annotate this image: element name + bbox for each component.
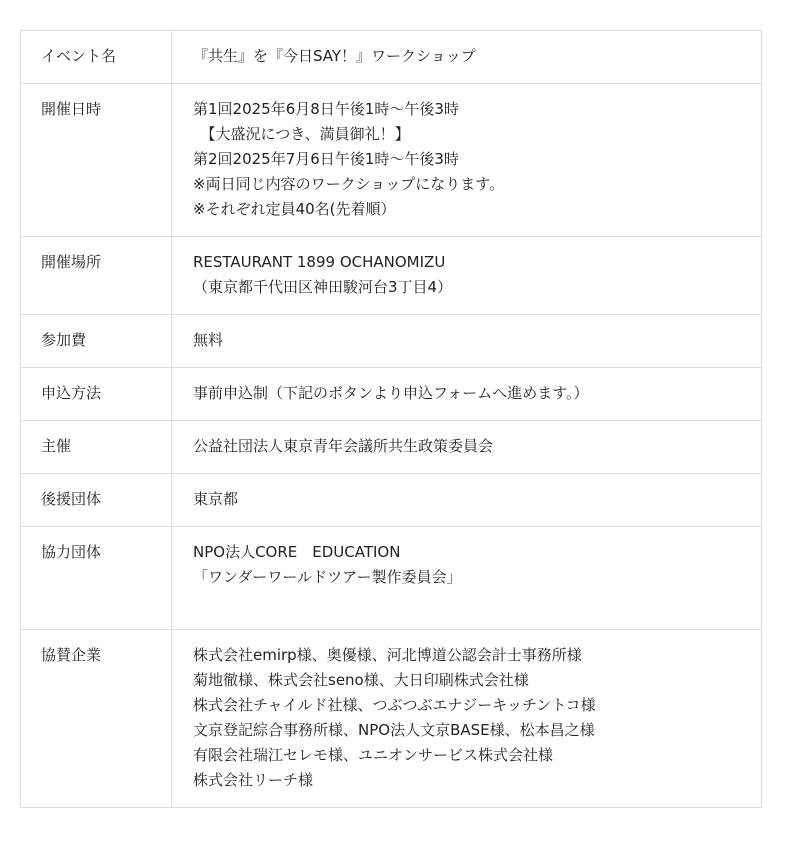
event-name-text: 『共生』を『今日SAY！』ワークショップ [193,47,476,65]
cooperator-line: NPO法人CORE EDUCATION [193,543,401,561]
row-label-venue: 開催場所 [21,237,172,315]
datetime-line: 第1回2025年6月8日午後1時～午後3時 [193,100,459,118]
row-value-sponsors [172,630,762,808]
venue-name: RESTAURANT 1899 OCHANOMIZU [193,253,446,271]
datetime-line: ※それぞれ定員40名(先着順） [193,200,396,218]
row-label-fee: 参加費 [21,315,172,368]
datetime-line: 【大盛況につき、満員御礼！】 [193,125,410,143]
sponsor-line: 株式会社チャイルド社様、つぶつぶエナジーキッチントコ様 [193,696,596,714]
row-sponsors [21,630,762,808]
row-value-event-name [172,31,762,84]
row-value-supporter [172,474,762,527]
sponsor-line: 株式会社emirp様、奥優様、河北博道公認会計士事務所様 [193,646,582,664]
row-application [21,368,762,421]
supporter-text: 東京都 [193,490,239,508]
cooperator-blank-line [193,590,741,615]
row-label-sponsors: 協賛企業 [21,630,172,808]
fee-text: 無料 [193,331,224,349]
row-supporter [21,474,762,527]
row-fee [21,315,762,368]
row-event-name [21,31,762,84]
row-label-application: 申込方法 [21,368,172,421]
application-text: 事前申込制（下記のボタンより申込フォームへ進めます。） [193,384,589,402]
sponsor-line: 有限会社瑞江セレモ様、ユニオンサービス株式会社様 [193,746,554,764]
row-value-organizer [172,421,762,474]
row-venue [21,237,762,315]
row-value-fee [172,315,762,368]
row-value-venue [172,237,762,315]
row-label-event-name: イベント名 [21,31,172,84]
row-value-datetime [172,84,762,237]
row-label-organizer: 主催 [21,421,172,474]
row-datetime [21,84,762,237]
row-organizer [21,421,762,474]
cooperator-line: 「ワンダーワールドツアー製作委員会」 [193,568,462,586]
venue-address: （東京都千代田区神田駿河台3丁目4） [193,278,453,296]
row-label-supporter: 後援団体 [21,474,172,527]
datetime-line: 第2回2025年7月6日午後1時～午後3時 [193,150,459,168]
sponsor-line: 文京登記綜合事務所様、NPO法人文京BASE様、松本昌之様 [193,721,595,739]
sponsor-line: 菊地徹様、株式会社seno様、大日印刷株式会社様 [193,671,529,689]
sponsor-line: 株式会社リーチ様 [193,771,314,789]
row-label-datetime: 開催日時 [21,84,172,237]
row-cooperator [21,527,762,630]
row-value-application [172,368,762,421]
organizer-text: 公益社団法人東京青年会議所共生政策委員会 [193,437,494,455]
datetime-line: ※両日同じ内容のワークショップになります。 [193,175,505,193]
event-info-table [20,30,762,808]
row-label-cooperator: 協力団体 [21,527,172,630]
row-value-cooperator [172,527,762,630]
